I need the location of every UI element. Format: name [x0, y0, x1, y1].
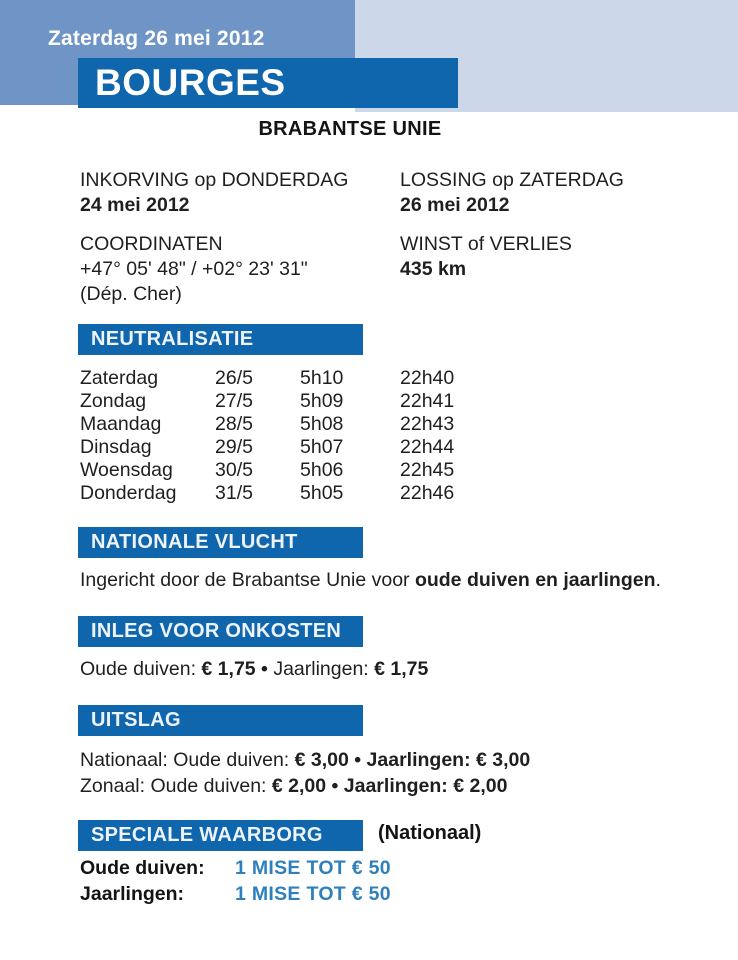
day-cell: Dinsdag: [80, 436, 152, 458]
date-cell: 29/5: [215, 436, 253, 458]
table-row: [80, 436, 454, 459]
yearlings-label: Jaarlingen:: [273, 658, 375, 680]
guarantee-value: 1 MISE TOT € 50: [235, 883, 391, 905]
section-heading-special-guarantee: SPECIALE WAARBORG: [78, 820, 363, 851]
coordinates-note: (Dép. Cher): [80, 283, 182, 305]
table-row: [80, 881, 391, 907]
title-bar: [78, 58, 458, 108]
end-time-cell: 22h44: [400, 436, 455, 458]
national-flight-description: [80, 569, 661, 592]
guarantee-table: [80, 855, 391, 907]
description-suffix: .: [655, 569, 661, 591]
start-time-cell: 5h05: [300, 482, 344, 504]
date-cell: 27/5: [215, 390, 253, 412]
old-pigeons-fee: € 1,75: [201, 658, 256, 680]
results-line-national: [80, 747, 530, 773]
results-lines: [80, 747, 530, 799]
basketing-info-column: [80, 168, 348, 307]
section-heading-results: UITSLAG: [78, 705, 363, 736]
bullet-and-label: • Jaarlingen:: [326, 775, 454, 797]
fee-value: € 2,00: [453, 775, 508, 797]
section-heading-neutralisation: NEUTRALISATIE: [78, 324, 363, 355]
table-row: [80, 855, 391, 881]
table-row: [80, 413, 454, 436]
start-time-cell: 5h07: [300, 436, 344, 458]
page-title: BOURGES: [95, 62, 286, 103]
bullet-and-label: • Jaarlingen:: [348, 749, 476, 771]
end-time-cell: 22h40: [400, 367, 455, 389]
release-date: 26 mei 2012: [400, 194, 510, 216]
table-row: [80, 482, 454, 505]
release-label: LOSSING op ZATERDAG: [400, 169, 624, 191]
guarantee-scope-label: (Nationaal): [378, 822, 482, 844]
section-heading-national-flight: NATIONALE VLUCHT: [78, 527, 363, 558]
guarantee-value: 1 MISE TOT € 50: [235, 857, 391, 879]
guarantee-category-label: Jaarlingen:: [80, 883, 185, 905]
bullet-separator: •: [255, 658, 274, 680]
date-cell: 30/5: [215, 459, 253, 481]
release-info-column: [400, 168, 624, 282]
basketing-label: INKORVING op DONDERDAG: [80, 169, 349, 191]
section-heading-entry-fee: INLEG VOOR ONKOSTEN: [78, 616, 363, 647]
day-cell: Zondag: [80, 390, 147, 412]
date-cell: 28/5: [215, 413, 253, 435]
coordinates-value: +47° 05' 48" / +02° 23' 31": [80, 258, 308, 280]
date-cell: 26/5: [215, 367, 253, 389]
day-cell: Woensdag: [80, 459, 173, 481]
description-bold: oude duiven en jaarlingen: [414, 569, 656, 591]
neutralisation-table: [80, 367, 454, 505]
results-line-zonal: [80, 773, 530, 799]
fee-value: € 2,00: [271, 775, 327, 797]
end-time-cell: 22h41: [400, 390, 455, 412]
fee-value: € 3,00: [476, 749, 531, 771]
entry-fee-line: [80, 658, 428, 681]
distance-value: 435 km: [400, 258, 467, 280]
yearlings-fee: € 1,75: [374, 658, 429, 680]
start-time-cell: 5h10: [300, 367, 344, 389]
day-cell: Zaterdag: [80, 367, 159, 389]
table-row: [80, 459, 454, 482]
line-prefix: Nationaal: Oude duiven:: [80, 749, 295, 771]
basketing-date: 24 mei 2012: [80, 194, 190, 216]
day-cell: Maandag: [80, 413, 162, 435]
old-pigeons-label: Oude duiven:: [80, 658, 202, 680]
guarantee-category-label: Oude duiven:: [80, 857, 205, 879]
spacer: [80, 218, 348, 232]
table-row: [80, 367, 454, 390]
line-prefix: Zonaal: Oude duiven:: [80, 775, 272, 797]
distance-label: WINST of VERLIES: [400, 233, 572, 255]
start-time-cell: 5h06: [300, 459, 344, 481]
start-time-cell: 5h08: [300, 413, 344, 435]
description-regular: Ingericht door de Brabantse Unie voor: [80, 569, 415, 591]
table-row: [80, 390, 454, 413]
date-banner: Zaterdag 26 mei 2012: [48, 27, 265, 50]
end-time-cell: 22h46: [400, 482, 455, 504]
end-time-cell: 22h43: [400, 413, 455, 435]
spacer: [400, 218, 624, 232]
date-cell: 31/5: [215, 482, 253, 504]
start-time-cell: 5h09: [300, 390, 344, 412]
fee-value: € 3,00: [294, 749, 349, 771]
end-time-cell: 22h45: [400, 459, 455, 481]
day-cell: Donderdag: [80, 482, 177, 504]
coordinates-label: COORDINATEN: [80, 233, 223, 255]
organisation-subtitle: BRABANTSE UNIE: [258, 118, 442, 140]
